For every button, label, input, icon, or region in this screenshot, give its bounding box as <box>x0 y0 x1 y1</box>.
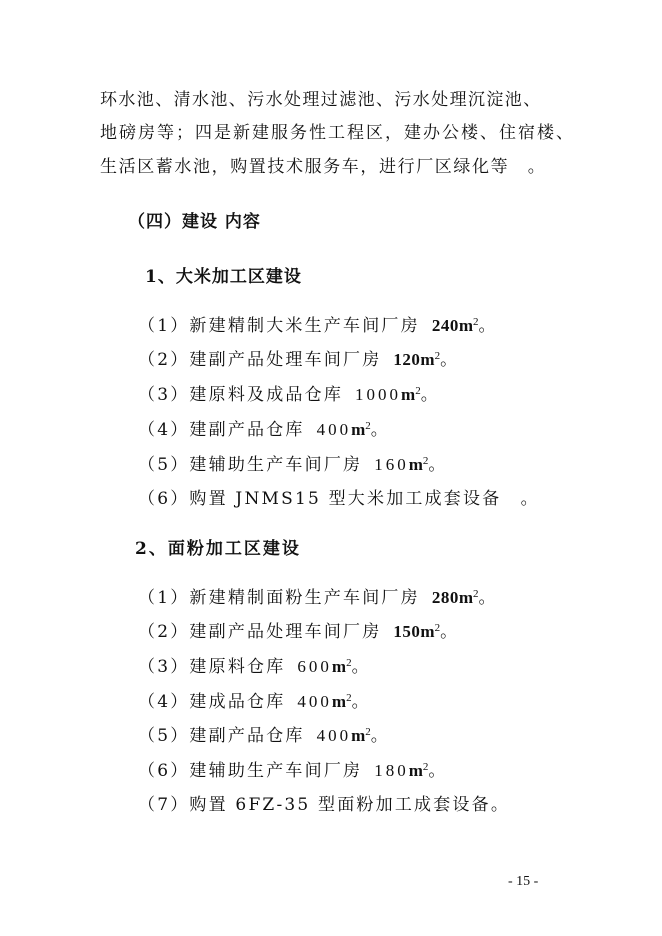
item-area: 400 <box>316 420 352 439</box>
item-text: 建原料仓库 <box>189 657 286 677</box>
list-item <box>138 692 371 712</box>
item-number: （1） <box>138 316 190 336</box>
list-item <box>138 489 540 509</box>
item-text: 建副产品仓库 <box>189 726 305 746</box>
item-end: 。 <box>440 350 460 370</box>
list-item <box>138 795 510 815</box>
item-area: 150 <box>393 622 421 641</box>
item-area: 280 <box>431 588 459 607</box>
item-unit-exponent: 2 <box>434 622 441 634</box>
list-item <box>138 588 498 608</box>
item-unit-exponent: 2 <box>422 761 429 773</box>
item-unit: m <box>408 455 423 474</box>
item-unit: m <box>458 588 473 607</box>
item-unit: m <box>331 692 347 711</box>
item-unit-exponent: 2 <box>473 316 479 328</box>
item-area: 400 <box>297 692 332 711</box>
subsection-heading-flour: 2、面粉加工区建设 <box>135 539 301 559</box>
item-unit-exponent: 2 <box>365 726 371 738</box>
list-item <box>138 657 371 677</box>
item-number: （5） <box>138 455 190 475</box>
item-text: 新建精制面粉生产车间厂房 <box>189 588 420 608</box>
item-area: 240 <box>431 316 459 335</box>
item-area: 400 <box>316 726 352 745</box>
subsection-heading-rice: 1、大米加工区建设 <box>145 267 302 287</box>
list-item <box>138 455 448 475</box>
item-text: 建副产品仓库 <box>189 420 305 440</box>
item-end: 。 <box>478 588 498 608</box>
item-number: （2） <box>138 350 190 370</box>
item-number: （6） <box>138 489 190 509</box>
item-text: 建副产品处理车间厂房 <box>189 622 382 642</box>
item-unit: m <box>420 350 435 369</box>
page-number: - 15 - <box>508 874 539 889</box>
item-unit-exponent: 2 <box>346 657 352 669</box>
list-item <box>138 316 498 336</box>
item-unit: m <box>331 657 347 676</box>
item-text: 建辅助生产车间厂房 <box>189 761 363 781</box>
item-number: （6） <box>138 761 190 781</box>
item-unit-exponent: 2 <box>473 588 479 600</box>
item-end: 。 <box>428 455 448 475</box>
item-number: （3） <box>138 657 190 677</box>
item-end: 。 <box>351 657 371 677</box>
item-text: 建辅助生产车间厂房 <box>189 455 363 475</box>
item-unit: m <box>351 420 366 439</box>
item-unit: m <box>408 761 423 780</box>
list-item <box>138 761 448 781</box>
item-area: 1000 <box>355 385 402 404</box>
item-end: 。 <box>370 420 390 440</box>
item-area: 160 <box>374 455 409 474</box>
list-item <box>138 622 459 642</box>
list-item <box>138 726 390 746</box>
list-item <box>138 350 459 370</box>
item-text: 建副产品处理车间厂房 <box>189 350 382 370</box>
paragraph-line: 地磅房等；四是新建服务性工程区，建办公楼、住宿楼、 <box>100 123 575 143</box>
item-end: 。 <box>370 726 390 746</box>
item-end: 。 <box>478 316 498 336</box>
item-text: 建成品仓库 <box>189 692 286 712</box>
item-unit-exponent: 2 <box>346 692 352 704</box>
paragraph-line: 生活区蓄水池，购置技术服务车，进行厂区绿化等 。 <box>100 157 547 177</box>
item-unit-exponent: 2 <box>434 350 441 362</box>
paragraph-line: 环水池、清水池、污水处理过滤池、污水处理沉淀池、 <box>100 90 542 110</box>
item-unit-exponent: 2 <box>422 455 429 467</box>
list-item <box>138 420 390 440</box>
item-number: （2） <box>138 622 190 642</box>
item-area: 180 <box>374 761 409 780</box>
list-item <box>138 385 440 405</box>
item-text: 建原料及成品仓库 <box>189 385 344 405</box>
item-text: 新建精制大米生产车间厂房 <box>189 316 420 336</box>
item-area: 600 <box>297 657 332 676</box>
item-number: （3） <box>138 385 190 405</box>
item-unit: m <box>351 726 366 745</box>
item-unit: m <box>420 622 435 641</box>
item-end: 。 <box>428 761 448 781</box>
item-number: （4） <box>138 692 190 712</box>
item-number: （4） <box>138 420 190 440</box>
item-unit: m <box>458 316 473 335</box>
item-end: 。 <box>351 692 371 712</box>
item-end: 。 <box>420 385 440 405</box>
item-number: （5） <box>138 726 190 746</box>
item-number: （7） <box>138 795 190 815</box>
item-unit: m <box>401 385 416 404</box>
section-heading: （四）建设 内容 <box>128 212 261 232</box>
item-text: 购置 JNMS15 型大米加工成套设备 。 <box>189 489 540 509</box>
item-end: 。 <box>440 622 460 642</box>
item-unit-exponent: 2 <box>365 420 371 432</box>
item-area: 120 <box>393 350 421 369</box>
item-unit-exponent: 2 <box>415 385 421 397</box>
item-text: 购置 6FZ-35 型面粉加工成套设备。 <box>189 795 511 815</box>
item-number: （1） <box>138 588 190 608</box>
